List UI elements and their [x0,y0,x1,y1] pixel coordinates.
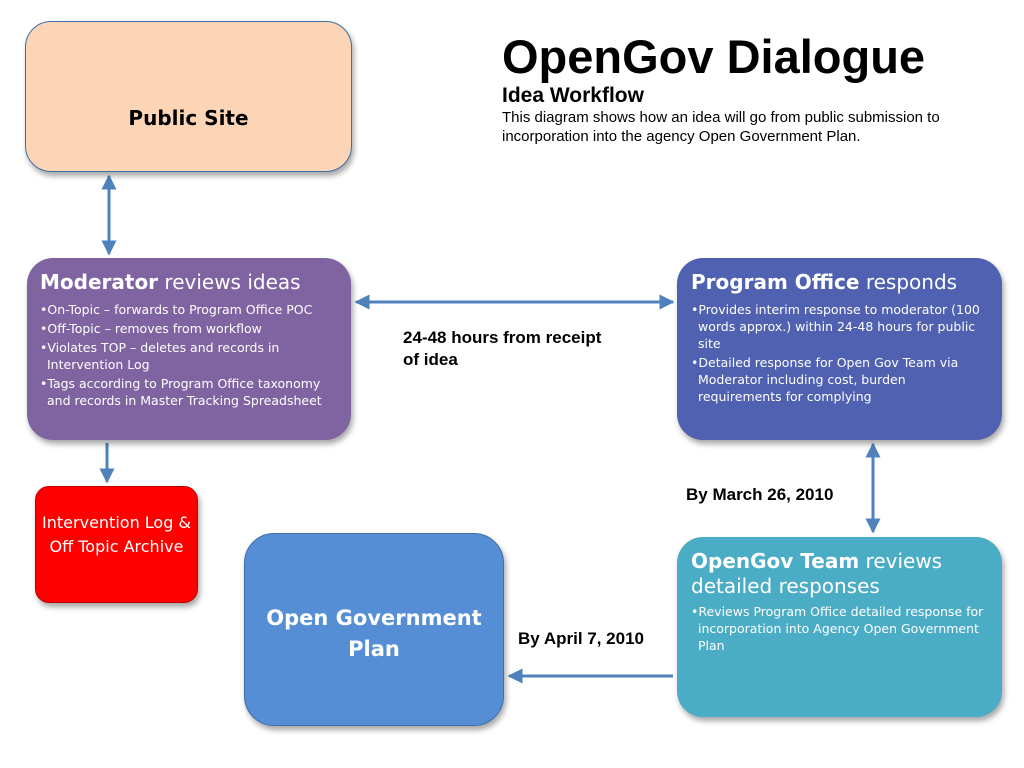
moderator-heading [40,270,339,295]
edge-label-april: By April 7, 2010 [518,629,644,648]
page-title: OpenGov Dialogue [502,30,926,83]
program-office-bullet: •Provides interim response to moderator (100 words approx.) within 24-48 hours for public site [691,302,980,351]
program-office-node [677,258,1002,440]
public-site-label: Public Site [128,106,249,130]
moderator-heading-bold: Moderator [40,270,159,294]
open-government-plan-node [244,533,504,726]
moderator-node [27,258,351,440]
moderator-bullet-list [40,301,339,409]
intervention-log-node [35,486,198,603]
opengov-team-bullet-list [691,603,990,654]
program-office-heading-bold: Program Office [691,270,860,294]
intervention-log-label: Intervention Log & Off Topic Archive [42,513,191,556]
program-office-bullet: •Detailed response for Open Gov Team via Moderator including cost, burden requirements for complying [691,355,959,404]
opengov-team-heading-bold: OpenGov Team [691,549,860,573]
moderator-bullet: •Violates TOP – deletes and records in Intervention Log [40,340,280,372]
moderator-bullet: •On-Topic – forwards to Program Office POC [40,302,313,317]
page-subtitle: Idea Workflow [502,84,644,107]
opengov-team-heading-rest: reviews detailed responses [691,549,943,598]
opengov-team-heading [691,549,990,599]
page-description: This diagram shows how an idea will go from public submission to incorporation into the agency Open Government Plan. [502,109,940,145]
public-site-node [25,21,352,172]
open-government-plan-label: Open Government Plan [266,606,482,661]
edge-label-hours: 24-48 hours from receipt of idea [403,328,602,369]
edge-label-march: By March 26, 2010 [686,485,834,504]
opengov-team-node [677,537,1002,717]
moderator-heading-rest: reviews ideas [158,270,301,294]
opengov-team-bullet: •Reviews Program Office detailed response for incorporation into Agency Open Government Plan [691,604,984,653]
moderator-bullet: •Off-Topic – removes from workflow [40,321,262,336]
program-office-heading [691,270,990,295]
program-office-heading-rest: responds [859,270,958,294]
title-block [502,30,1002,146]
program-office-bullet-list [691,301,990,405]
moderator-bullet: •Tags according to Program Office taxonomy and records in Master Tracking Spreadsheet [40,376,322,408]
